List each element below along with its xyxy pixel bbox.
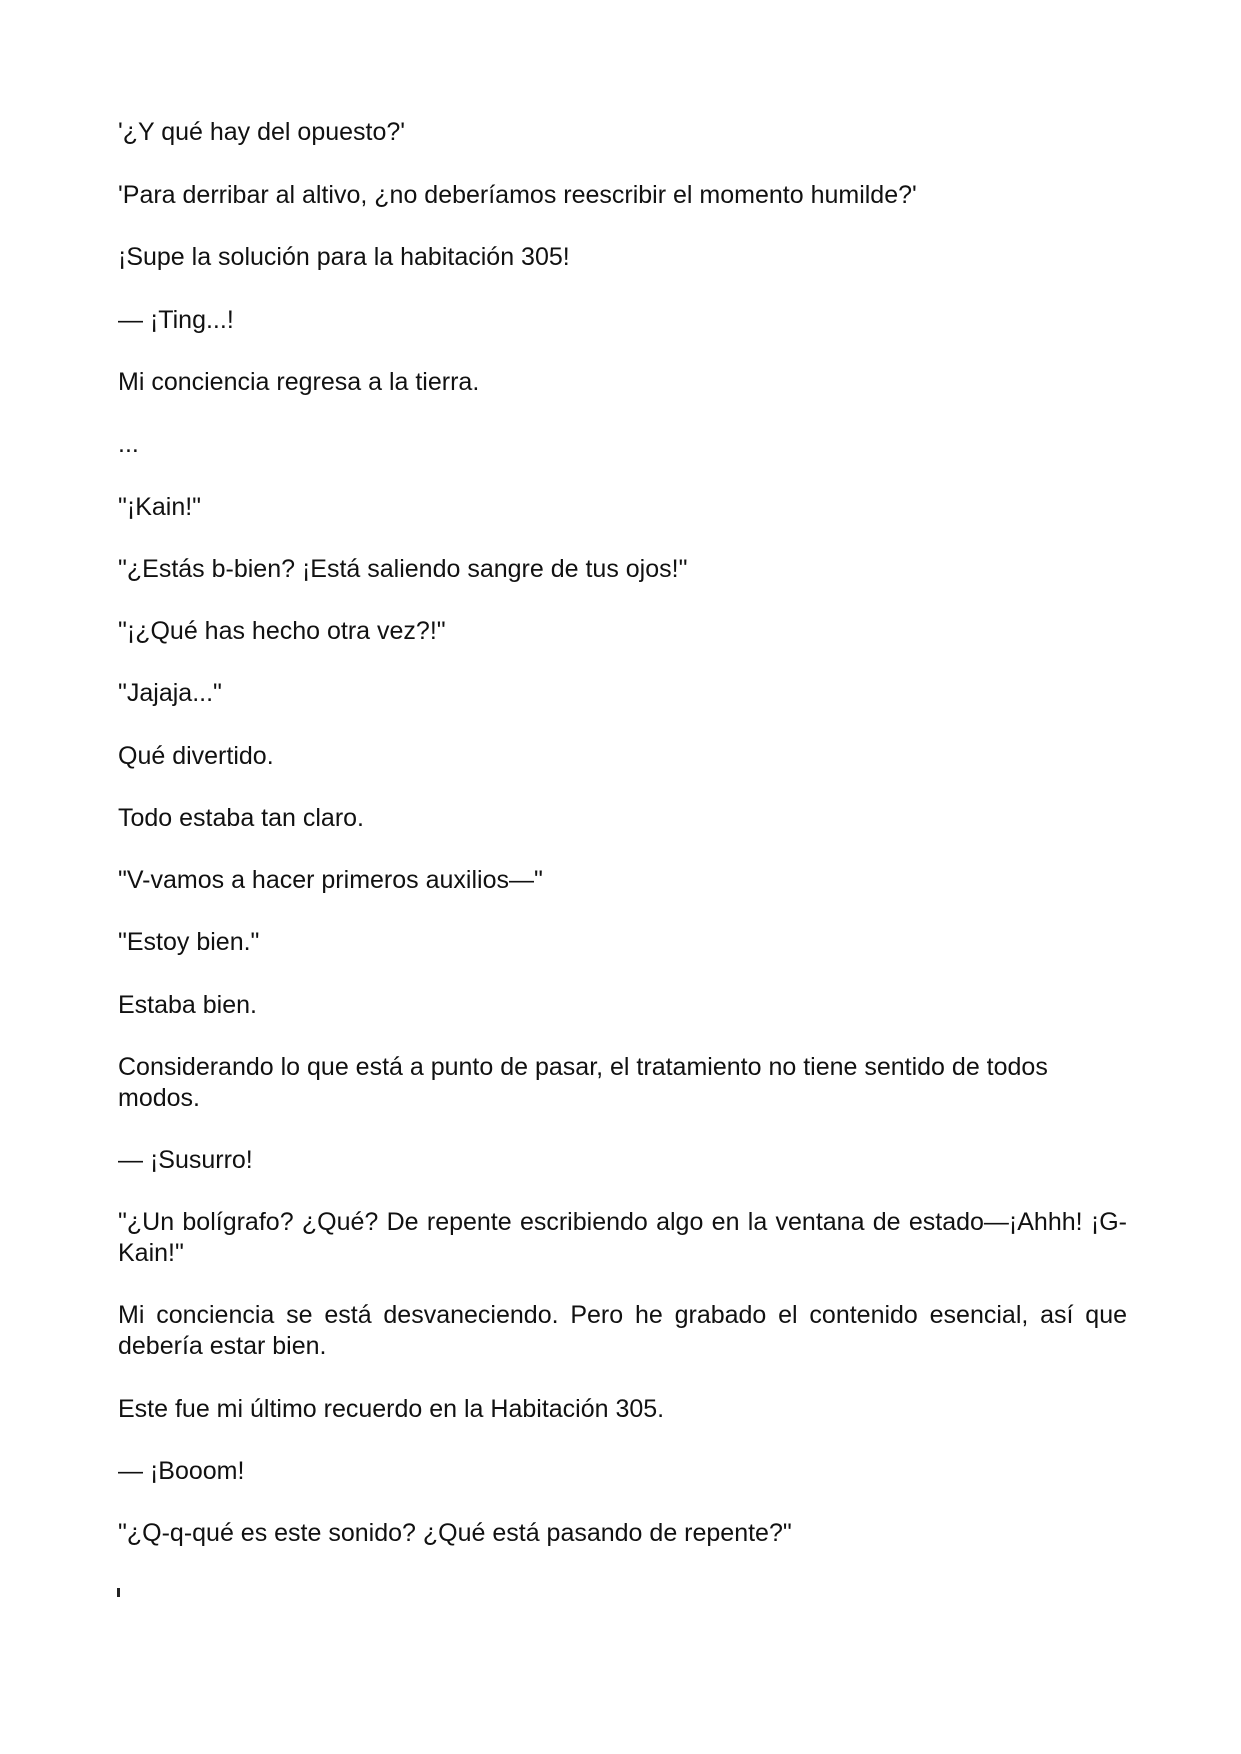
paragraph-14: "Estoy bien." (118, 928, 260, 956)
paragraph-22: "¿Q-q-qué es este sonido? ¿Qué está pasando de repente?" (118, 1519, 792, 1547)
paragraph-11: Qué divertido. (118, 742, 274, 770)
paragraph-15: Estaba bien. (118, 991, 257, 1019)
stray-mark (117, 1588, 120, 1597)
paragraph-21: — ¡Booom! (118, 1457, 245, 1485)
paragraph-13: "V-vamos a hacer primeros auxilios—" (118, 866, 543, 894)
paragraph-8: "¿Estás b-bien? ¡Está saliendo sangre de tus ojos!" (118, 555, 688, 583)
paragraph-10: "Jajaja..." (118, 679, 222, 707)
paragraph-1: '¿Y qué hay del opuesto?' (118, 118, 406, 146)
paragraph-20: Este fue mi último recuerdo en la Habitación 305. (118, 1395, 665, 1423)
paragraph-16: Considerando lo que está a punto de pasar, el tratamiento no tiene sentido de todos modos. (118, 1053, 1048, 1112)
paragraph-9: "¡¿Qué has hecho otra vez?!" (118, 617, 446, 645)
paragraph-4: — ¡Ting...! (118, 306, 234, 334)
paragraph-7: "¡Kain!" (118, 493, 202, 521)
paragraph-2: 'Para derribar al altivo, ¿no deberíamos reescribir el momento humilde?' (118, 181, 917, 209)
paragraph-12: Todo estaba tan claro. (118, 804, 364, 832)
paragraph-19: Mi conciencia se está desvaneciendo. Pero he grabado el contenido esencial, así que debería estar bien. (118, 1301, 1127, 1360)
paragraph-18: "¿Un bolígrafo? ¿Qué? De repente escribiendo algo en la ventana de estado—¡Ahhh! ¡G-Kain!" (118, 1208, 1127, 1267)
paragraph-17: — ¡Susurro! (118, 1146, 253, 1174)
paragraph-3: ¡Supe la solución para la habitación 305! (118, 243, 570, 271)
paragraph-6: ... (118, 430, 139, 458)
paragraph-5: Mi conciencia regresa a la tierra. (118, 368, 480, 396)
